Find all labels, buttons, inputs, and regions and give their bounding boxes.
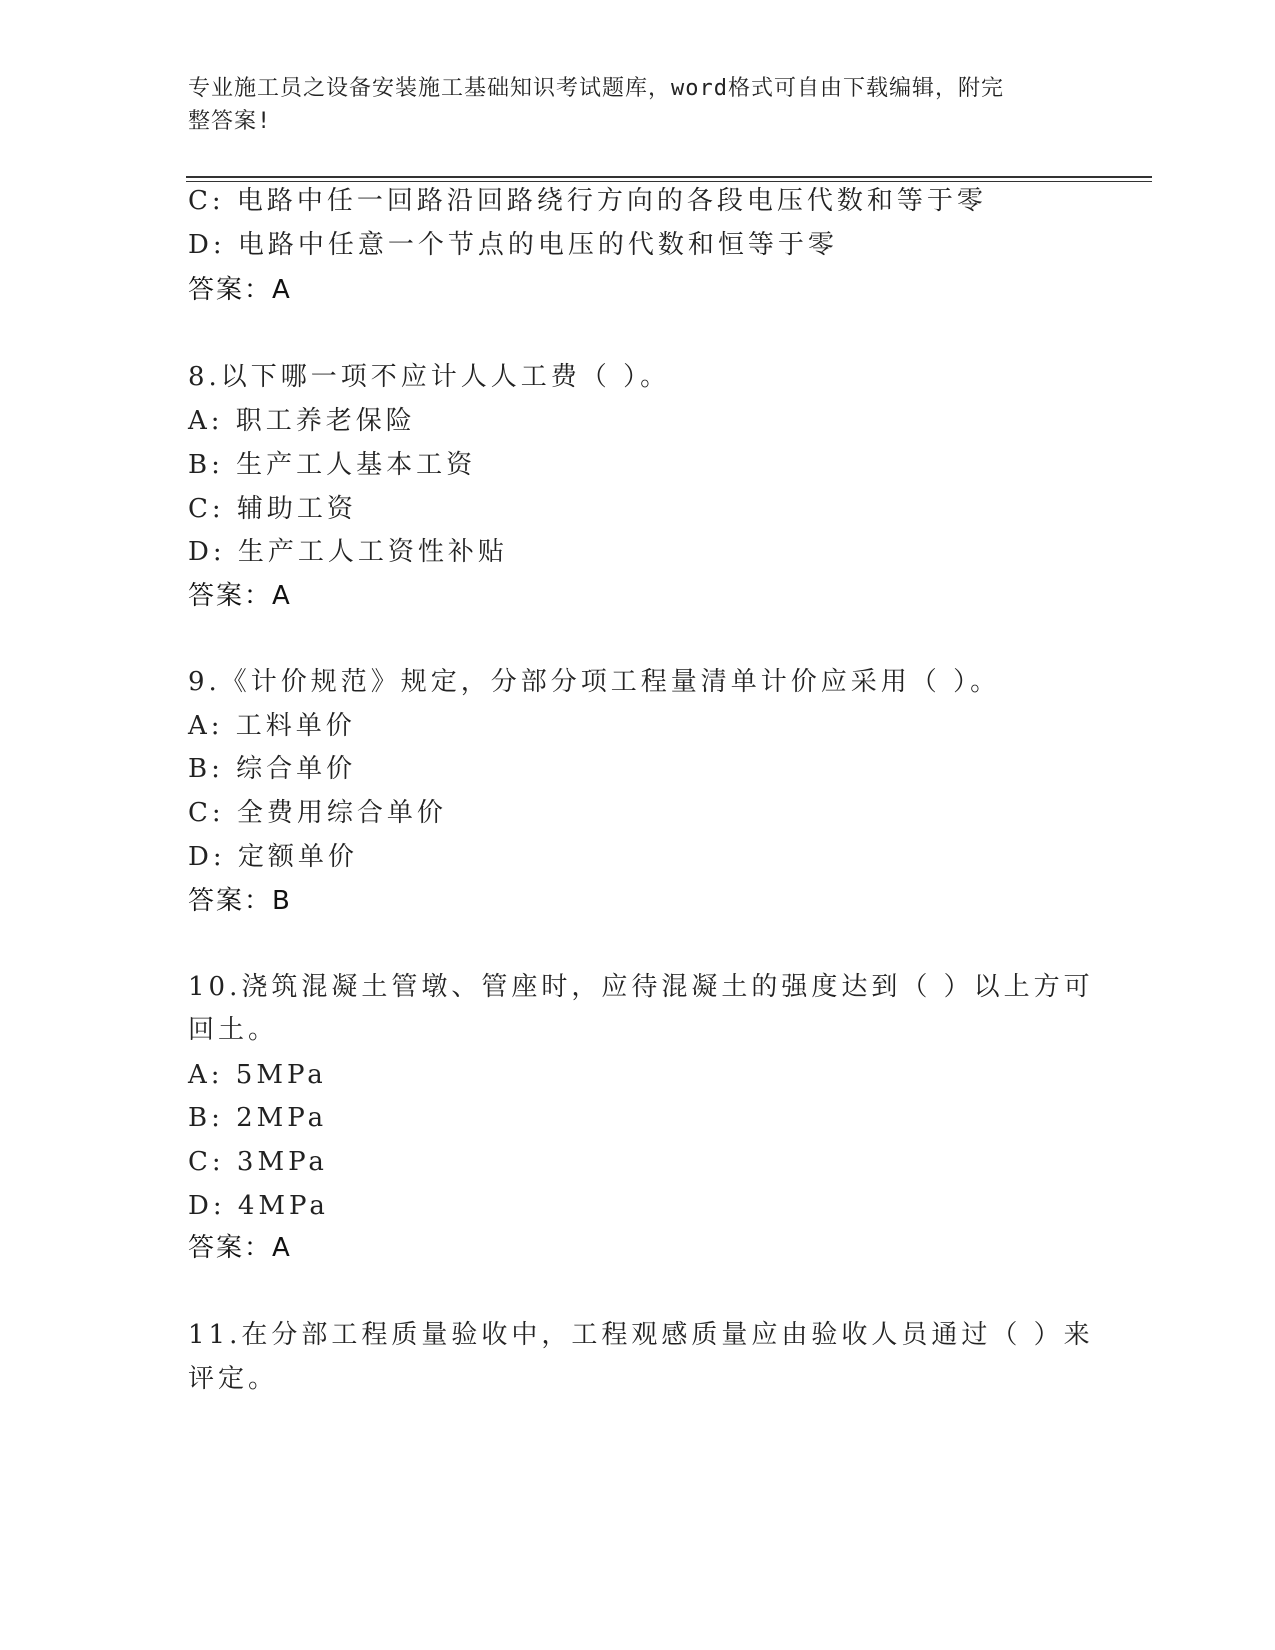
document-header (188, 72, 1068, 138)
q10-option-b: B: 2MPa (188, 1103, 328, 1133)
q9-option-c: C: 全费用综合单价 (188, 798, 447, 828)
header-divider-thin (186, 181, 1152, 182)
header-divider-thick (186, 176, 1152, 178)
q7-option-d: D: 电路中任意一个节点的电压的代数和恒等于零 (188, 230, 838, 260)
q9-answer: 答案：B (188, 886, 292, 916)
q10-answer: 答案：A (188, 1233, 292, 1263)
q9-option-a: A: 工料单价 (188, 711, 356, 741)
header-line-1: 专业施工员之设备安装施工基础知识考试题库，word格式可自由下载编辑，附完 (188, 76, 1004, 101)
q8-option-d: D: 生产工人工资性补贴 (188, 537, 508, 567)
q10-option-a: A: 5MPa (188, 1060, 327, 1090)
q7-answer: 答案：A (188, 275, 292, 305)
q9-option-d: D: 定额单价 (188, 842, 358, 872)
q11-question-line-1: 11.在分部工程质量验收中，工程观感质量应由验收人员通过（ ）来 (188, 1320, 1094, 1350)
q7-option-c: C: 电路中任一回路沿回路绕行方向的各段电压代数和等于零 (188, 186, 987, 216)
q10-question-line-1: 10.浇筑混凝土管墩、管座时，应待混凝土的强度达到（ ）以上方可 (188, 972, 1094, 1002)
header-line-2: 整答案! (188, 109, 272, 134)
q8-option-a: A: 职工养老保险 (188, 406, 416, 436)
q10-question-line-2: 回土。 (188, 1015, 279, 1045)
q8-option-c: C: 辅助工资 (188, 494, 357, 524)
q11-question-line-2: 评定。 (188, 1364, 279, 1394)
q9-question: 9.《计价规范》规定，分部分项工程量清单计价应采用（ ）。 (188, 667, 1001, 697)
q10-option-d: D: 4MPa (188, 1191, 329, 1221)
q8-option-b: B: 生产工人基本工资 (188, 450, 477, 480)
q10-option-c: C: 3MPa (188, 1147, 328, 1177)
q8-answer: 答案：A (188, 581, 292, 611)
q8-question: 8.以下哪一项不应计人人工费（ ）。 (188, 362, 671, 392)
q9-option-b: B: 综合单价 (188, 754, 357, 784)
